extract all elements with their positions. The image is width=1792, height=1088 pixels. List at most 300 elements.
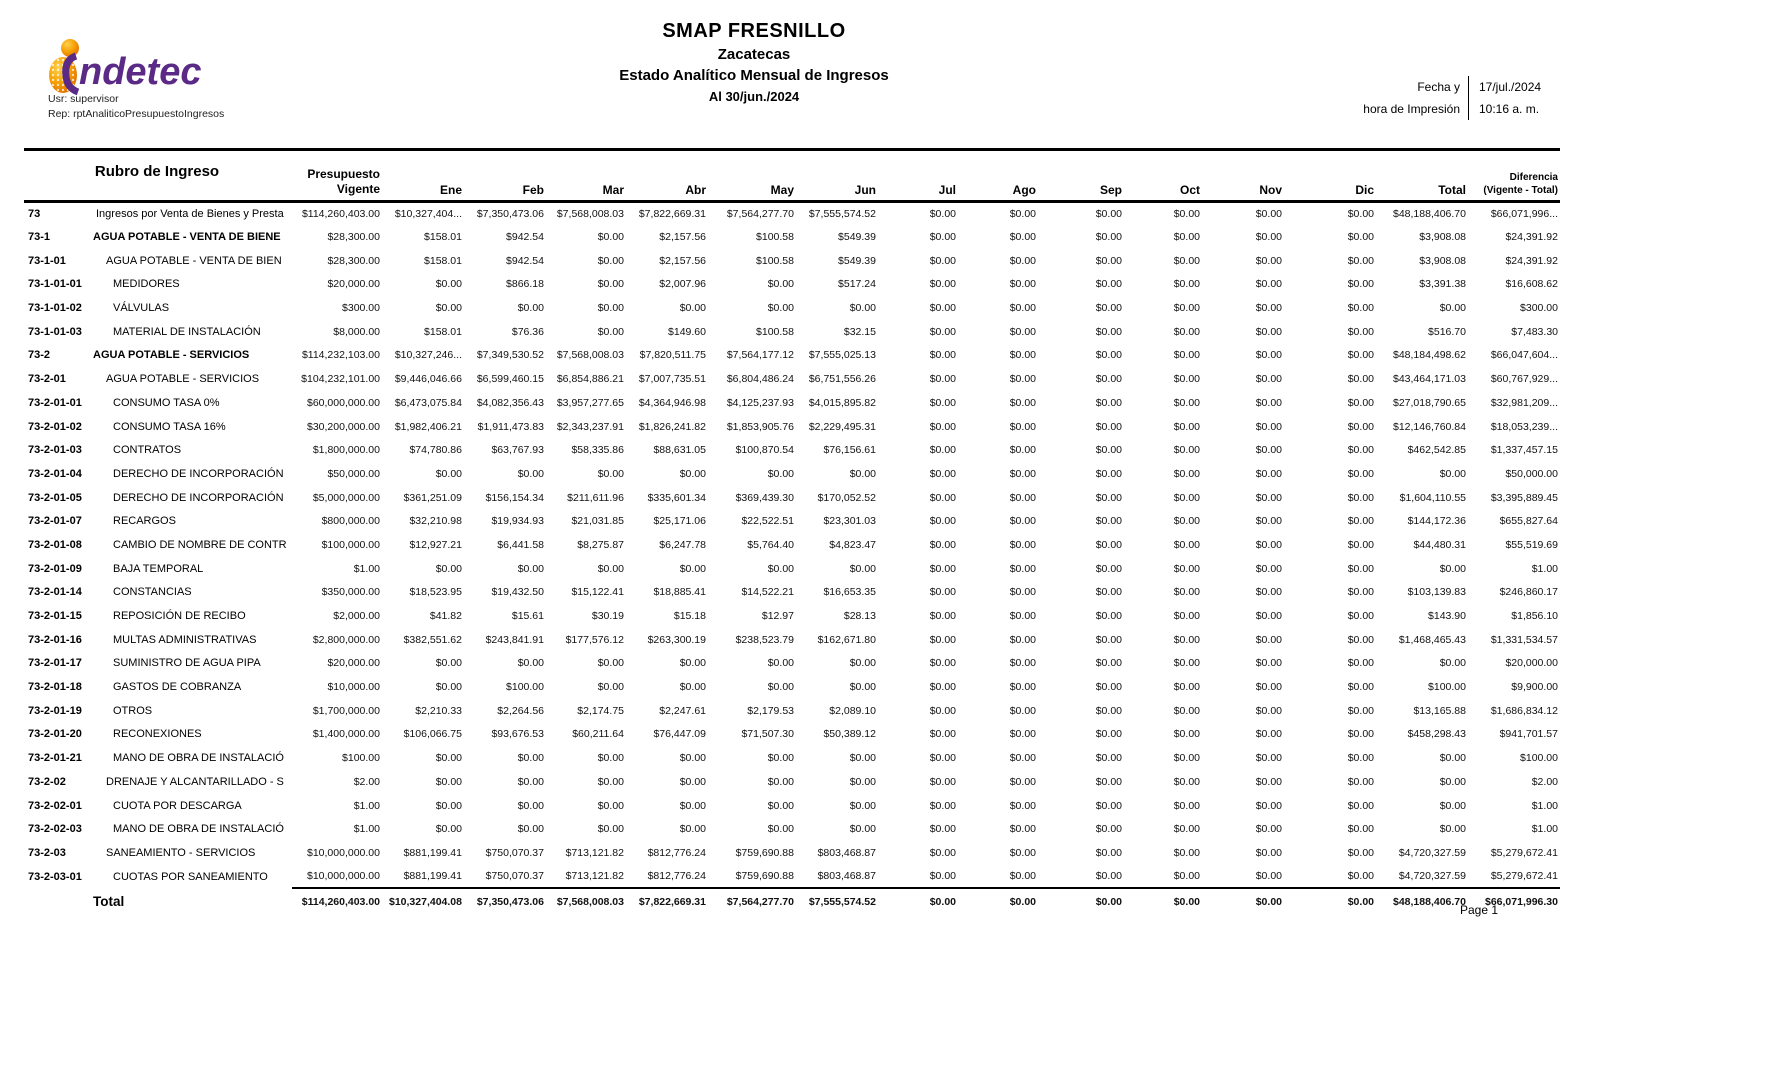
- row-value: $66,047,604...: [1490, 349, 1558, 362]
- row-value: $0.00: [1347, 728, 1374, 741]
- row-value: $0.00: [929, 846, 956, 859]
- row-value: $30,200,000.00: [307, 420, 380, 433]
- row-value: $0.00: [1095, 349, 1122, 362]
- row-value: $0.00: [1255, 870, 1282, 883]
- row-value: $0.00: [1095, 775, 1122, 788]
- row-value: $211,611.96: [567, 491, 624, 504]
- row-value: $0.00: [767, 278, 794, 291]
- row-value: $0.00: [1255, 823, 1282, 836]
- table-row: [24, 462, 1560, 486]
- row-value: $18,053,239...: [1490, 420, 1558, 433]
- title-block: [24, 20, 1484, 104]
- row-value: $246,860.17: [1499, 586, 1558, 599]
- row-value: $28,300.00: [327, 231, 380, 244]
- row-value: $0.00: [1009, 254, 1036, 267]
- page-number: Page 1: [1460, 903, 1499, 917]
- total-row-code: [24, 888, 92, 915]
- row-value: $517.24: [838, 278, 876, 291]
- row-value: $0.00: [1173, 752, 1200, 765]
- row-value: $0.00: [1255, 278, 1282, 291]
- print-info-values: [1469, 76, 1541, 120]
- row-value: $0.00: [1347, 775, 1374, 788]
- row-value: $158.01: [424, 231, 462, 244]
- row-value: $238,523.79: [735, 633, 794, 646]
- row-value: $0.00: [435, 657, 462, 670]
- row-value: $0.00: [1439, 775, 1466, 788]
- table-header-row: [24, 150, 1560, 202]
- col-header-month: Abr: [685, 183, 706, 197]
- row-value: $50,000.00: [1505, 467, 1558, 480]
- row-value: $63,767.93: [491, 444, 544, 457]
- col-header-presupuesto: [292, 150, 382, 202]
- row-value: $0.00: [1009, 586, 1036, 599]
- row-value: $1.00: [1531, 799, 1558, 812]
- row-value: $0.00: [929, 396, 956, 409]
- row-value: $0.00: [517, 775, 544, 788]
- row-value: $0.00: [1255, 752, 1282, 765]
- row-value: $0.00: [1347, 396, 1374, 409]
- row-value: $0.00: [1095, 231, 1122, 244]
- row-value: $0.00: [517, 752, 544, 765]
- row-value: $0.00: [929, 870, 956, 883]
- row-value: $2,089.10: [829, 704, 876, 717]
- row-code: 73-2-03: [28, 846, 66, 859]
- row-value: $0.00: [679, 657, 706, 670]
- row-value: $100.00: [1520, 752, 1558, 765]
- row-value: $713,121.82: [565, 870, 624, 883]
- table-row: [24, 486, 1560, 510]
- total-row-value: $0.00: [1284, 888, 1376, 915]
- row-value: $0.00: [767, 799, 794, 812]
- row-value: $0.00: [679, 775, 706, 788]
- row-value: $0.00: [1255, 396, 1282, 409]
- row-value: $0.00: [1255, 633, 1282, 646]
- row-value: $0.00: [929, 467, 956, 480]
- print-time-value: 10:16 a. m.: [1479, 102, 1540, 116]
- row-value: $2.00: [1531, 775, 1558, 788]
- row-value: $0.00: [1095, 302, 1122, 315]
- row-value: $100.58: [756, 231, 794, 244]
- total-row-value: $7,350,473.06: [464, 888, 546, 915]
- total-row-value: $7,555,574.52: [796, 888, 878, 915]
- row-value: $0.00: [1347, 208, 1374, 221]
- row-value: $7,568,008.03: [556, 208, 624, 221]
- row-value: $0.00: [435, 302, 462, 315]
- row-value: $0.00: [1009, 444, 1036, 457]
- row-value: $0.00: [767, 467, 794, 480]
- row-label: VÁLVULAS: [113, 302, 170, 315]
- row-value: $759,690.88: [735, 846, 794, 859]
- row-code: 73: [28, 208, 41, 221]
- row-value: $28,300.00: [327, 254, 380, 267]
- print-info: [1330, 76, 1541, 120]
- row-value: $104,232,101.00: [301, 373, 380, 386]
- row-label: CONSUMO TASA 0%: [113, 396, 220, 409]
- table-row: [24, 320, 1560, 344]
- row-value: $1,337,457.15: [1490, 444, 1558, 457]
- total-row-value: $66,071,996.30: [1468, 888, 1560, 915]
- row-value: $549.39: [838, 231, 876, 244]
- row-value: $0.00: [1095, 681, 1122, 694]
- row-value: $0.00: [1095, 752, 1122, 765]
- row-value: $22,522.51: [741, 515, 794, 528]
- row-value: $50,000.00: [327, 467, 380, 480]
- row-code: 73-1-01-02: [28, 302, 82, 315]
- row-value: $6,854,886.21: [556, 373, 624, 386]
- row-value: $350,000.00: [321, 586, 380, 599]
- row-value: $0.00: [849, 823, 876, 836]
- row-value: $8,275.87: [577, 538, 624, 551]
- row-value: $12,927.21: [409, 538, 462, 551]
- row-value: $0.00: [597, 231, 624, 244]
- row-value: $0.00: [1347, 302, 1374, 315]
- row-value: $100,000.00: [321, 538, 380, 551]
- row-label: DERECHO DE INCORPORACIÓN: [113, 491, 284, 504]
- row-value: $76,447.09: [653, 728, 706, 741]
- row-code: 73-2-01-19: [28, 704, 82, 717]
- row-value: $10,327,246...: [394, 349, 462, 362]
- table-total-row: [24, 888, 1560, 915]
- row-value: $0.00: [929, 657, 956, 670]
- row-value: $0.00: [929, 208, 956, 221]
- row-value: $41.82: [429, 610, 462, 623]
- row-value: $0.00: [929, 586, 956, 599]
- row-value: $0.00: [849, 775, 876, 788]
- row-value: $0.00: [1347, 538, 1374, 551]
- row-value: $0.00: [1095, 278, 1122, 291]
- row-value: $0.00: [929, 610, 956, 623]
- row-value: $16,608.62: [1505, 278, 1558, 291]
- row-value: $0.00: [1347, 704, 1374, 717]
- table-row: [24, 675, 1560, 699]
- row-value: $759,690.88: [735, 870, 794, 883]
- row-code: 73-2-01-05: [28, 491, 82, 504]
- row-code: 73-2-01-14: [28, 586, 82, 599]
- col-header-month: May: [770, 183, 794, 197]
- row-value: $0.00: [1347, 610, 1374, 623]
- row-label: CUOTAS POR SANEAMIENTO: [113, 870, 268, 883]
- row-value: $0.00: [929, 278, 956, 291]
- row-value: $20,000.00: [1505, 657, 1558, 670]
- print-date-value: 17/jul./2024: [1479, 80, 1542, 94]
- row-value: $0.00: [1173, 208, 1200, 221]
- table-row: [24, 841, 1560, 865]
- row-value: $0.00: [1095, 562, 1122, 575]
- row-value: $27,018,790.65: [1393, 396, 1466, 409]
- row-code: 73-2-01-15: [28, 610, 82, 623]
- row-value: $0.00: [679, 823, 706, 836]
- row-value: $19,432.50: [491, 586, 544, 599]
- row-value: $60,211.64: [572, 728, 624, 741]
- row-value: $0.00: [1173, 444, 1200, 457]
- row-value: $0.00: [1095, 728, 1122, 741]
- row-value: $0.00: [1255, 562, 1282, 575]
- row-value: $2,157.56: [659, 231, 706, 244]
- row-value: $32,981,209...: [1490, 396, 1558, 409]
- row-value: $10,000.00: [327, 681, 380, 694]
- row-code: 73-2: [28, 349, 51, 362]
- row-label: AGUA POTABLE - VENTA DE BIEN: [106, 254, 282, 267]
- row-value: $0.00: [1009, 231, 1036, 244]
- row-value: $2,157.56: [659, 254, 706, 267]
- row-value: $0.00: [1009, 775, 1036, 788]
- row-label: SANEAMIENTO - SERVICIOS: [106, 846, 256, 859]
- row-value: $0.00: [929, 491, 956, 504]
- row-value: $300.00: [342, 302, 380, 315]
- row-value: $0.00: [1173, 870, 1200, 883]
- row-value: $0.00: [767, 823, 794, 836]
- row-value: $516.70: [1428, 325, 1466, 338]
- row-value: $0.00: [435, 681, 462, 694]
- row-value: $0.00: [1255, 302, 1282, 315]
- row-value: $0.00: [597, 799, 624, 812]
- row-value: $0.00: [597, 562, 624, 575]
- row-value: $0.00: [1347, 278, 1374, 291]
- row-value: $0.00: [517, 467, 544, 480]
- row-value: $263,300.19: [647, 633, 706, 646]
- row-value: $942.54: [506, 231, 544, 244]
- row-label: DERECHO DE INCORPORACIÓN: [113, 467, 284, 480]
- row-value: $0.00: [849, 302, 876, 315]
- report-id-line: Rep: rptAnaliticoPresupuestoIngresos: [48, 108, 225, 120]
- col-header-month: Ago: [1012, 183, 1036, 197]
- row-value: $100,870.54: [735, 444, 794, 457]
- row-value: $0.00: [679, 302, 706, 315]
- row-value: $0.00: [1173, 278, 1200, 291]
- row-value: $0.00: [1255, 254, 1282, 267]
- row-value: $2,210.33: [415, 704, 462, 717]
- row-value: $5,279,672.41: [1490, 846, 1558, 859]
- row-value: $0.00: [1255, 799, 1282, 812]
- row-value: $0.00: [517, 302, 544, 315]
- row-value: $0.00: [1173, 302, 1200, 315]
- row-value: $76.36: [511, 325, 544, 338]
- row-value: $0.00: [1009, 633, 1036, 646]
- row-value: $0.00: [1173, 491, 1200, 504]
- row-value: $0.00: [1009, 302, 1036, 315]
- row-value: $2,179.53: [747, 704, 794, 717]
- report-period: Al 30/jun./2024: [708, 89, 800, 104]
- row-value: $0.00: [1255, 491, 1282, 504]
- row-value: $0.00: [1173, 254, 1200, 267]
- row-value: $0.00: [1173, 633, 1200, 646]
- row-value: $0.00: [1009, 562, 1036, 575]
- row-value: $0.00: [1173, 823, 1200, 836]
- row-value: $0.00: [1255, 444, 1282, 457]
- row-value: $12.97: [761, 610, 794, 623]
- row-value: $0.00: [1173, 681, 1200, 694]
- page-title: SMAP FRESNILLO: [662, 20, 846, 42]
- row-value: $0.00: [929, 373, 956, 386]
- row-value: $655,827.64: [1499, 515, 1558, 528]
- row-value: $0.00: [597, 775, 624, 788]
- row-value: $0.00: [1347, 491, 1374, 504]
- row-value: $88,631.05: [653, 444, 706, 457]
- col-header-month: Dic: [1355, 183, 1374, 197]
- row-value: $0.00: [929, 728, 956, 741]
- table-row: [24, 202, 1560, 226]
- row-value: $2,229,495.31: [808, 420, 876, 433]
- row-value: $7,483.30: [1511, 325, 1558, 338]
- row-value: $4,823.47: [829, 538, 876, 551]
- row-value: $0.00: [1255, 467, 1282, 480]
- total-row-value: $0.00: [1202, 888, 1284, 915]
- row-value: $2.00: [353, 775, 380, 788]
- row-value: $20,000.00: [327, 278, 380, 291]
- table-row: [24, 249, 1560, 273]
- row-label: RECONEXIONES: [113, 728, 202, 741]
- row-value: $3,957,277.65: [556, 396, 624, 409]
- table-row: [24, 273, 1560, 297]
- diferencia-line1: Diferencia: [1509, 172, 1558, 183]
- row-label: GASTOS DE COBRANZA: [113, 681, 242, 694]
- row-value: $0.00: [679, 562, 706, 575]
- row-value: $5,764.40: [747, 538, 794, 551]
- row-value: $0.00: [1347, 231, 1374, 244]
- row-value: $7,564,177.12: [726, 349, 794, 362]
- table-row: [24, 415, 1560, 439]
- row-value: $0.00: [1173, 610, 1200, 623]
- row-value: $0.00: [1173, 396, 1200, 409]
- row-value: $15,122.41: [571, 586, 624, 599]
- row-value: $0.00: [1347, 515, 1374, 528]
- row-value: $50,389.12: [823, 728, 876, 741]
- row-value: $5,000,000.00: [312, 491, 380, 504]
- row-value: $0.00: [435, 775, 462, 788]
- row-value: $0.00: [929, 562, 956, 575]
- row-value: $0.00: [1439, 799, 1466, 812]
- row-value: $4,720,327.59: [1398, 870, 1466, 883]
- row-value: $0.00: [1095, 823, 1122, 836]
- row-value: $0.00: [1347, 420, 1374, 433]
- row-value: $803,468.87: [817, 846, 876, 859]
- row-value: $0.00: [597, 657, 624, 670]
- row-value: $24,391.92: [1505, 231, 1558, 244]
- row-code: 73-1-01-03: [28, 325, 82, 338]
- row-value: $0.00: [1095, 610, 1122, 623]
- row-value: $0.00: [929, 633, 956, 646]
- row-label: Ingresos por Venta de Bienes y Presta: [96, 208, 284, 221]
- row-code: 73-2-01-04: [28, 467, 82, 480]
- col-header-month: Sep: [1099, 183, 1122, 197]
- row-value: $1,604,110.55: [1399, 491, 1466, 504]
- row-value: $0.00: [1009, 752, 1036, 765]
- table-row: [24, 391, 1560, 415]
- row-value: $7,820,511.75: [639, 349, 706, 362]
- row-value: $1,331,534.57: [1490, 633, 1558, 646]
- row-value: $0.00: [1173, 349, 1200, 362]
- row-value: $0.00: [1095, 325, 1122, 338]
- row-value: $6,473,075.84: [394, 396, 462, 409]
- row-value: $114,232,103.00: [301, 349, 380, 362]
- row-label: AGUA POTABLE - SERVICIOS: [93, 349, 250, 362]
- row-value: $881,199.41: [403, 846, 462, 859]
- row-value: $3,908.08: [1419, 254, 1466, 267]
- table-row: [24, 438, 1560, 462]
- row-value: $0.00: [1173, 704, 1200, 717]
- presupuesto-line1: Presupuesto: [307, 167, 380, 181]
- row-value: $60,767,929...: [1490, 373, 1558, 386]
- row-label: CONSTANCIAS: [113, 586, 192, 599]
- row-value: $0.00: [1255, 349, 1282, 362]
- row-value: $0.00: [1009, 823, 1036, 836]
- row-value: $100.00: [342, 752, 380, 765]
- row-code: 73-2-01-09: [28, 562, 82, 575]
- row-value: $335,601.34: [647, 491, 706, 504]
- table-row: [24, 865, 1560, 889]
- table-row: [24, 628, 1560, 652]
- row-value: $0.00: [1009, 325, 1036, 338]
- row-value: $0.00: [849, 799, 876, 812]
- row-label: OTROS: [113, 704, 153, 717]
- row-value: $0.00: [1173, 420, 1200, 433]
- row-value: $71,507.30: [741, 728, 794, 741]
- row-value: $0.00: [679, 752, 706, 765]
- row-value: $9,900.00: [1511, 681, 1558, 694]
- row-value: $0.00: [1347, 467, 1374, 480]
- row-label: DRENAJE Y ALCANTARILLADO - S: [106, 775, 284, 788]
- row-value: $2,343,237.91: [556, 420, 624, 433]
- col-header-rubro: Rubro de Ingreso: [94, 163, 220, 180]
- row-value: $1,826,241.82: [638, 420, 706, 433]
- table-row: [24, 817, 1560, 841]
- row-value: $0.00: [1173, 846, 1200, 859]
- row-value: $812,776.24: [647, 846, 706, 859]
- row-value: $1,982,406.21: [394, 420, 462, 433]
- row-value: $0.00: [1173, 728, 1200, 741]
- row-value: $6,441.58: [497, 538, 544, 551]
- row-value: $0.00: [767, 302, 794, 315]
- row-value: $7,564,277.70: [726, 208, 794, 221]
- row-value: $0.00: [1255, 775, 1282, 788]
- row-value: $0.00: [929, 349, 956, 362]
- row-value: $149.60: [668, 325, 706, 338]
- row-value: $7,350,473.06: [476, 208, 544, 221]
- row-value: $361,251.09: [403, 491, 462, 504]
- row-value: $12,146,760.84: [1393, 420, 1466, 433]
- row-value: $16,653.35: [823, 586, 876, 599]
- total-row-value: $0.00: [1038, 888, 1124, 915]
- row-value: $58,335.86: [571, 444, 624, 457]
- row-code: 73-2-01-18: [28, 681, 82, 694]
- row-value: $0.00: [1009, 467, 1036, 480]
- diferencia-line2: (Vigente - Total): [1483, 184, 1558, 196]
- row-value: $0.00: [1255, 231, 1282, 244]
- row-value: $0.00: [1347, 444, 1374, 457]
- row-value: $382,551.62: [403, 633, 462, 646]
- row-value: $74,780.86: [409, 444, 462, 457]
- row-value: $0.00: [1347, 373, 1374, 386]
- row-label: RECARGOS: [113, 515, 176, 528]
- row-value: $803,468.87: [817, 870, 876, 883]
- row-value: $6,804,486.24: [726, 373, 794, 386]
- row-value: $0.00: [1095, 420, 1122, 433]
- row-value: $0.00: [1009, 681, 1036, 694]
- row-value: $1,700,000.00: [312, 704, 380, 717]
- row-code: 73-2-02: [28, 775, 66, 788]
- row-label: SUMINISTRO DE AGUA PIPA: [113, 657, 261, 670]
- col-header-month: Nov: [1259, 183, 1282, 197]
- row-value: $7,555,574.52: [808, 208, 876, 221]
- row-value: $369,439.30: [735, 491, 794, 504]
- row-value: $103,139.83: [1407, 586, 1466, 599]
- row-value: $48,184,498.62: [1393, 349, 1466, 362]
- row-value: $0.00: [849, 562, 876, 575]
- row-value: $0.00: [849, 467, 876, 480]
- row-value: $18,885.41: [653, 586, 706, 599]
- row-value: $0.00: [929, 538, 956, 551]
- row-value: $0.00: [767, 562, 794, 575]
